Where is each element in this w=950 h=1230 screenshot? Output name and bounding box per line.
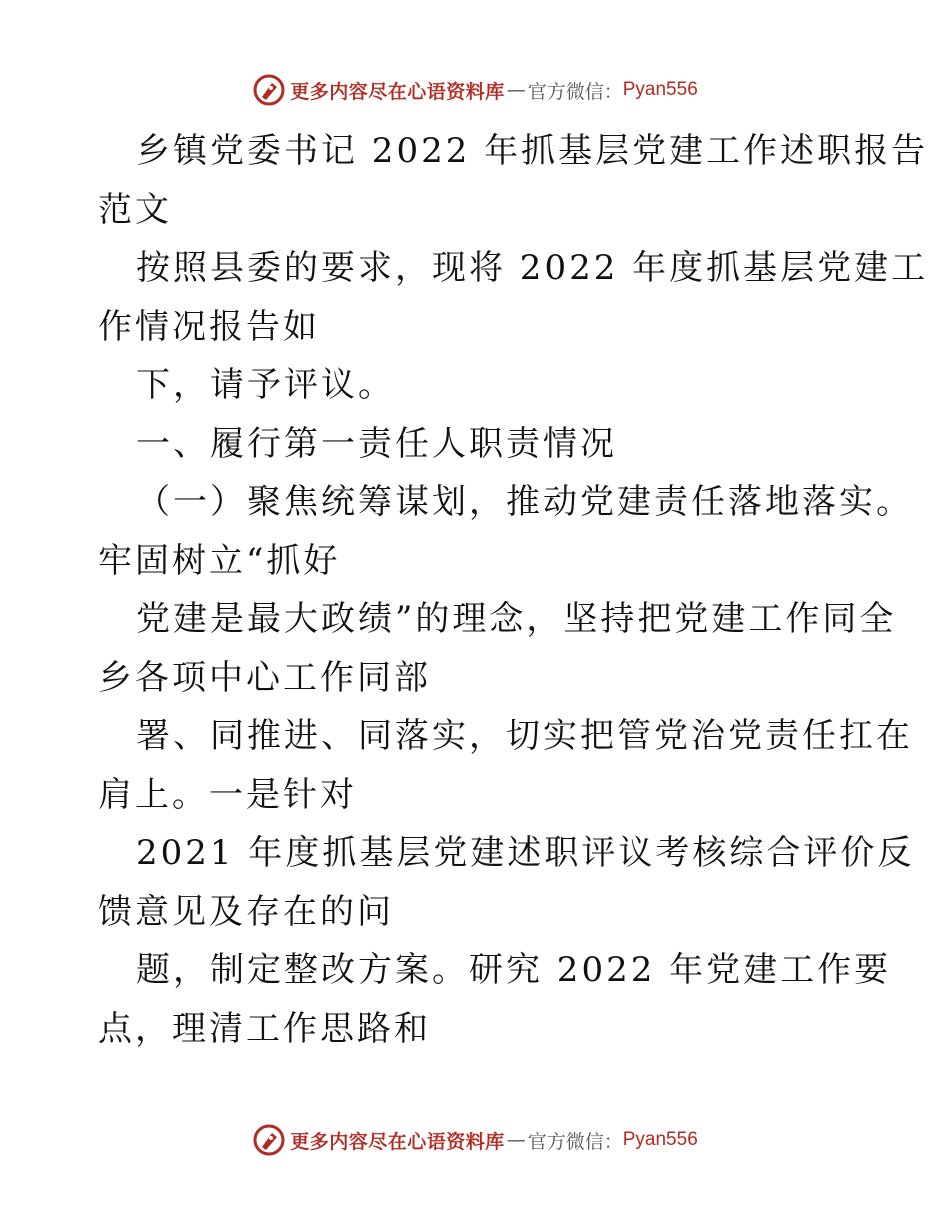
paragraph-line: 题，制定整改方案。研究 2022 年党建工作要 [136, 950, 892, 990]
watermark-site-text: 更多内容尽在心语资料库 [290, 1130, 505, 1153]
paragraph-line: 乡各项中心工作同部 [98, 657, 431, 698]
footer-watermark [0, 1120, 950, 1160]
paragraph-line: 牢固树立“抓好 [98, 540, 341, 581]
paragraph-line: 2021 年度抓基层党建述职评议考核综合评价反 [136, 833, 915, 873]
document-body [98, 122, 929, 1058]
paragraph-line: 署、同推进、同落实，切实把管党治党责任扛在 [136, 716, 913, 756]
watermark-separator: — [506, 79, 526, 101]
paragraph-line: 肩上。一是针对 [98, 774, 357, 815]
watermark-wechat-id: Pyan556 [622, 79, 698, 100]
watermark-wechat-id: Pyan556 [622, 1129, 698, 1150]
watermark-site-text: 更多内容尽在心语资料库 [290, 80, 505, 103]
pen-nib-logo-icon [252, 73, 286, 107]
paragraph-line: 按照县委的要求，现将 2022 年度抓基层党建工 [136, 248, 929, 288]
section-heading: 一、履行第一责任人职责情况 [136, 423, 617, 464]
document-title-line-1: 乡镇党委书记 2022 年抓基层党建工作述职报告 [136, 131, 929, 171]
pen-nib-logo-icon [252, 1123, 286, 1157]
watermark-separator: — [506, 1129, 526, 1151]
watermark-wechat-label: 官方微信： [527, 1130, 623, 1153]
paragraph-line: 下，请予评议。 [136, 365, 395, 405]
watermark-wechat-label: 官方微信： [527, 80, 623, 103]
paragraph-line: 馈意见及存在的问 [98, 891, 394, 932]
paragraph-line: 作情况报告如 [98, 306, 320, 347]
subsection-heading: （一）聚焦统筹谋划，推动党建责任落地落实。 [136, 482, 913, 522]
header-watermark [0, 70, 950, 110]
document-title-line-2: 范文 [98, 189, 172, 230]
paragraph-line: 党建是最大政绩”的理念，坚持把党建工作同全 [136, 599, 897, 639]
paragraph-line: 点，理清工作思路和 [98, 1008, 431, 1049]
